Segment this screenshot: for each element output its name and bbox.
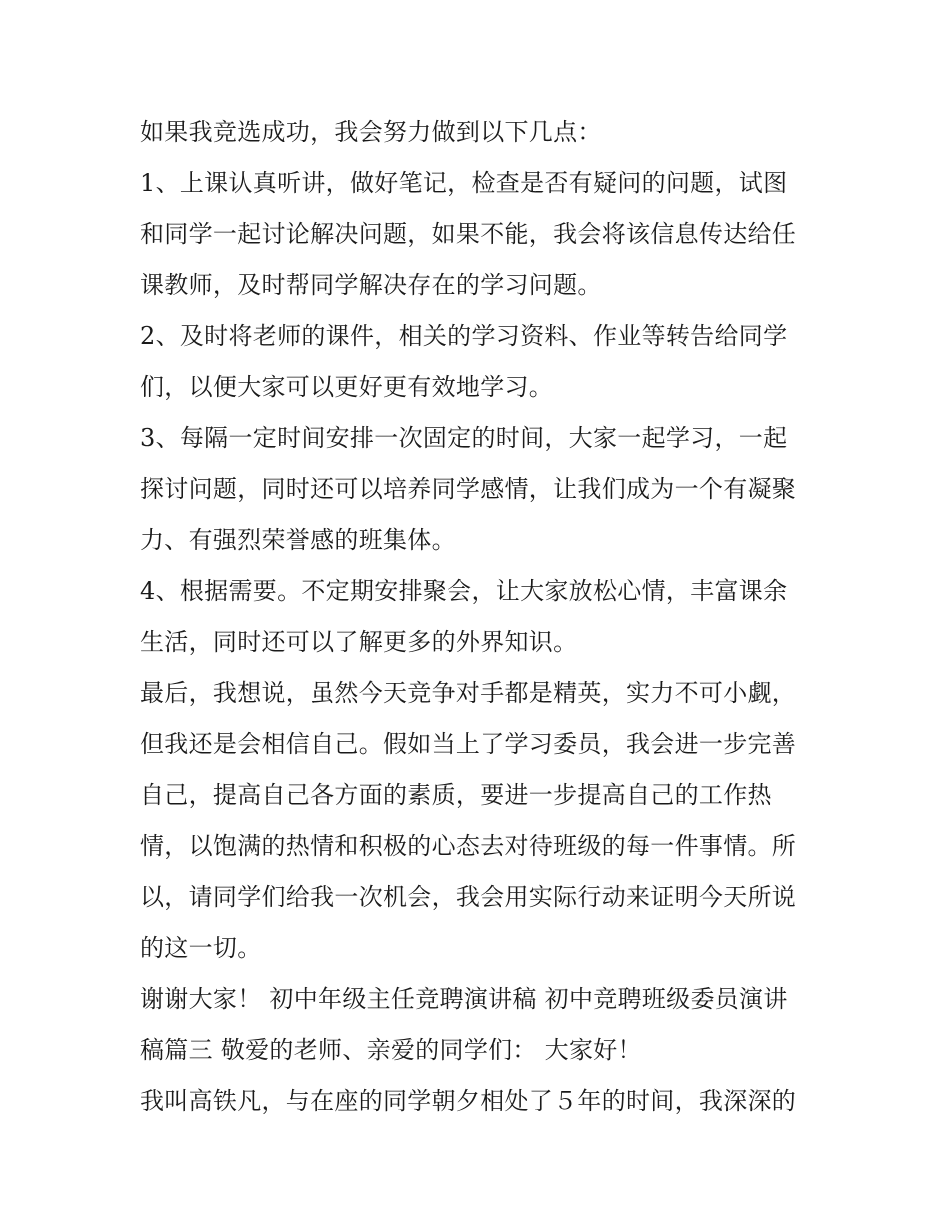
text-line: 4、根据需要。不定期安排聚会，让大家放松心情，丰富课余: [140, 577, 788, 605]
text-line: 们，以便大家可以更好更有效地学习。: [140, 373, 554, 401]
text-line: 3、每隔一定时间安排一次固定的时间，大家一起学习，一起: [140, 424, 788, 452]
text-line: 课教师，及时帮同学解决存在的学习问题。: [140, 271, 602, 299]
text-line: 以，请同学们给我一次机会，我会用实际行动来证明今天所说: [140, 883, 797, 911]
text-line: 2、及时将老师的课件，相关的学习资料、作业等转告给同学: [140, 322, 788, 350]
text-line: 1、上课认真听讲，做好笔记，检查是否有疑问的问题，试图: [140, 169, 788, 197]
text-line: 最后，我想说，虽然今天竞争对手都是精英，实力不可小觑，: [140, 679, 797, 707]
text-line: 和同学一起讨论解决问题，如果不能，我会将该信息传达给任: [140, 220, 797, 248]
text-line: 探讨问题，同时还可以培养同学感情，让我们成为一个有凝聚: [140, 475, 797, 503]
text-line: 自己，提高自己各方面的素质，要进一步提高自己的工作热: [140, 781, 772, 809]
text-line: 的这一切。: [140, 934, 262, 962]
text-line: 但我还是会相信自己。假如当上了学习委员，我会进一步完善: [140, 730, 797, 758]
text-line: 我叫高铁凡，与在座的同学朝夕相处了５年的时间，我深深的: [140, 1087, 797, 1115]
text-line: 如果我竞选成功，我会努力做到以下几点：: [140, 118, 602, 146]
text-line: 力、有强烈荣誉感的班集体。: [140, 526, 456, 554]
text-line: 生活，同时还可以了解更多的外界知识。: [140, 628, 578, 656]
text-line: 谢谢大家！ 初中年级主任竞聘演讲稿 初中竞聘班级委员演讲: [140, 985, 788, 1013]
text-line: 稿篇三 敬爱的老师、亲爱的同学们： 大家好！: [140, 1036, 642, 1064]
document-body: [140, 107, 820, 1127]
text-line: 情，以饱满的热情和积极的心态去对待班级的每一件事情。所: [140, 832, 797, 860]
